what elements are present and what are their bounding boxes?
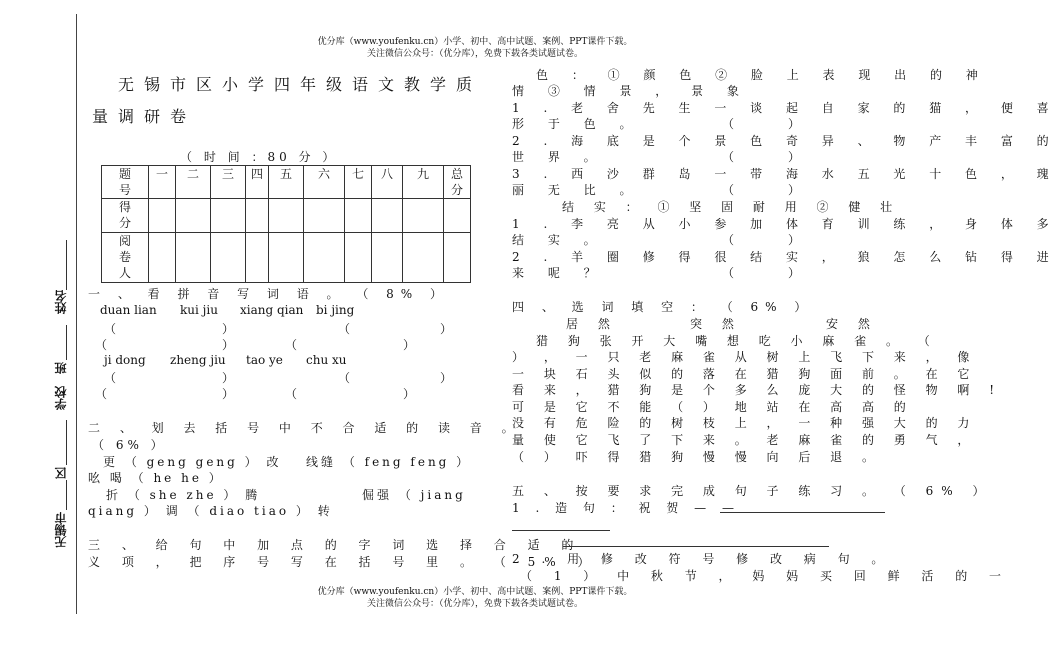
row-label: 阅 卷 人 [102,233,149,283]
answer-bracket[interactable]: （ [285,387,298,401]
answer-bracket[interactable]: ） [222,322,235,336]
header-cell: 四 [246,166,269,199]
passage-line[interactable]: 可 是 它 不 能 （ ） 地 站 在 高 高 的 [512,400,914,414]
answer-bracket[interactable]: （ [722,117,735,131]
question-line: 2 . 羊 圈 修 得 很 结 实 ， 狼 怎 么 钻 得 进 [512,250,1059,264]
answer-bracket[interactable]: ） [222,338,235,352]
question-line: 形 于 色 。 [512,117,642,131]
score-cell[interactable] [246,233,269,283]
answer-bracket[interactable]: ） [403,387,416,401]
section-5-title: 五 、 按 要 求 完 成 句 子 练 习 。 （ 6% ） [512,484,993,498]
sentence-task: （ 1 ） 中 秋 节 ， 妈 妈 买 回 鲜 活 的 一 [520,569,1011,583]
binding-line [76,14,77,614]
pinyin: duan lian [100,303,157,317]
answer-bracket[interactable]: ） [788,117,801,131]
answer-line[interactable] [563,546,829,547]
question-line: 结 实 。 [512,233,606,247]
pinyin: chu xu [306,353,347,367]
answer-bracket[interactable]: （ [95,338,108,352]
pinyin: zheng jiu [170,353,226,367]
pinyin: bi jing [316,303,355,317]
answer-bracket[interactable]: （ [722,150,735,164]
answer-line[interactable] [512,530,610,531]
passage-line[interactable]: （ ） 吓 得 猎 狗 慢 慢 向 后 退 。 [512,450,882,464]
header-cell: 九 [403,166,444,199]
answer-bracket[interactable]: （ [338,371,351,385]
score-cell[interactable] [269,233,304,283]
section-2-score: （ 6% ） [92,438,167,452]
definition-line: 情 ③ 情 景 ， 景 象 [512,84,749,98]
score-cell[interactable] [149,233,176,283]
passage-line: 猎 狗 张 开 大 嘴 想 吃 小 麻 雀 。 （ [536,334,938,348]
answer-bracket[interactable]: ） [222,371,235,385]
answer-bracket[interactable]: （ [722,233,735,247]
answer-bracket[interactable]: （ [104,371,117,385]
answer-bracket[interactable]: ） [222,387,235,401]
header-cell: 三 [211,166,246,199]
passage-line: ） ， 一 只 老 麻 雀 从 树 上 飞 下 来 ， 像 [512,350,978,364]
score-cell[interactable] [211,233,246,283]
passage-line: 一 块 石 头 似 的 落 在 猎 狗 面 前 。 在 它 [512,367,978,381]
answer-bracket[interactable]: ） [440,371,453,385]
watermark-bottom-line1: 优分库（www.youfenku.cn）小学、初中、高中试题、案例、PPT课件下载。 [317,587,633,597]
question-line: 3 . 西 沙 群 岛 一 带 海 水 五 光 十 色 ， 瑰 [512,167,1059,181]
score-cell[interactable] [176,233,211,283]
score-cell[interactable] [345,199,372,233]
side-label-school: 学校 [54,386,68,410]
score-cell[interactable] [444,199,471,233]
reading-item[interactable]: 折 （ she zhe ） 腾 [106,488,261,502]
header-cell: 八 [372,166,403,199]
score-cell[interactable] [403,233,444,283]
question-line: 1 . 老 舍 先 生 一 谈 起 自 家 的 猫 ， 便 喜 [512,101,1059,115]
reading-item[interactable]: qiang ） 调 （ diao tiao ） 转 [88,504,333,518]
word-option: 安 然 [826,317,878,331]
watermark-top-line1: 优分库（www.youfenku.cn）小学、初中、高中试题、案例、PPT课件下载。 [317,37,633,47]
score-cell[interactable] [372,199,403,233]
answer-bracket[interactable]: （ [95,387,108,401]
definition-line: 结 实 ： ① 坚 固 耐 用 ② 健 壮 [562,200,901,214]
passage-line: 量 使 它 飞 了 下 来 。 老 麻 雀 的 勇 气 ， [512,433,978,447]
question-line: 2 . 海 底 是 个 景 色 奇 异 、 物 产 丰 富 的 [512,134,1059,148]
side-underline [66,325,67,360]
watermark-top-line2: 关注微信公众号：（优分库），免费下载各类试题试卷。 [366,49,583,59]
answer-bracket[interactable]: ） [403,338,416,352]
header-cell: 题 号 [102,166,149,199]
side-label-city: 无锡市 [54,512,68,548]
header-cell: 二 [176,166,211,199]
section-1-title: 一 、 看 拼 音 写 词 语 。 （ 8% ） [88,287,449,301]
passage-line: 看 来 ， 猎 狗 是 个 多 么 庞 大 的 怪 物 啊 ! [512,383,1003,397]
question-line: 世 界 。 [512,150,606,164]
header-cell: 总 分 [444,166,471,199]
section-3-title-cont: 义 项 ， 把 序 号 写 在 括 号 里 。 （ 5% ） [88,555,599,569]
pinyin: ji dong [104,353,146,367]
exam-time: （ 时 间 ：80 分 ） [180,150,339,164]
side-underline [66,480,67,510]
answer-bracket[interactable]: ） [788,233,801,247]
header-cell: 七 [345,166,372,199]
header-cell: 一 [149,166,176,199]
section-3-title: 三 、 给 句 中 加 点 的 字 词 选 择 合 适 的 [88,538,583,552]
answer-bracket[interactable]: （ [104,322,117,336]
question-line: 1 . 李 亮 从 小 参 加 体 育 训 练 ， 身 体 多 [512,217,1059,231]
page-title-cont: 量调研卷 [92,107,197,126]
reading-item[interactable]: 倔强 （ jiang [362,488,466,502]
word-option: 居 然 [566,317,618,331]
reading-item[interactable]: 更 （ geng geng ） 改 [103,455,282,469]
section-2-title: 二 、 划 去 括 号 中 不 合 适 的 读 音 。 [88,421,522,435]
passage-line: 没 有 危 险 的 树 枝 上 ， 一 种 强 大 的 力 [512,416,978,430]
score-cell[interactable] [304,233,345,283]
sentence-task: 2 . 用 修 改 符 号 修 改 病 句 。 [512,552,893,566]
answer-bracket[interactable]: ） [788,266,801,280]
sentence-task: 1 . 造 句 ： 祝 贺 — — [512,501,740,515]
score-cell[interactable] [176,199,211,233]
side-label-district: 区 [54,467,68,479]
side-label-name: 姓名 [54,290,68,314]
score-cell[interactable] [211,199,246,233]
score-cell[interactable] [345,233,372,283]
score-cell[interactable] [372,233,403,283]
header-cell: 六 [304,166,345,199]
definition-line: 色 ： ① 颜 色 ② 脸 上 表 现 出 的 神 [536,68,988,82]
question-line: 来 呢 ？ [512,266,606,280]
reading-item[interactable]: 线缝 （ feng feng ） [306,455,472,469]
answer-bracket[interactable]: ） [788,183,801,197]
score-cell[interactable] [269,199,304,233]
answer-bracket[interactable]: （ [285,338,298,352]
side-label-class: 班 [54,362,68,374]
watermark-bottom-line2: 关注微信公众号：（优分库），免费下载各类试题试卷。 [366,599,583,609]
word-option: 突 然 [690,317,742,331]
pinyin: xiang qian [240,303,304,317]
section-4-title: 四 、 选 词 填 空 ： （ 6% ） [512,300,814,314]
answer-bracket[interactable]: （ [722,183,735,197]
pinyin: tao ye [246,353,283,367]
row-label: 得 分 [102,199,149,233]
score-cell[interactable] [403,199,444,233]
pinyin: kui jiu [180,303,218,317]
answer-bracket[interactable]: ） [788,150,801,164]
side-underline [66,420,67,465]
answer-bracket[interactable]: ） [440,322,453,336]
answer-line[interactable] [720,512,885,513]
side-underline [66,240,67,290]
header-cell: 五 [269,166,304,199]
reading-item[interactable]: 吆 喝 （ he he ） [88,471,224,485]
score-table [101,165,471,283]
answer-bracket[interactable]: （ [338,322,351,336]
score-cell[interactable] [304,199,345,233]
page-title: 无锡市区小学四年级语文教学质 [118,75,483,94]
score-cell[interactable] [149,199,176,233]
question-line: 丽 无 比 。 [512,183,642,197]
score-cell[interactable] [444,233,471,283]
answer-bracket[interactable]: （ [722,266,735,280]
score-cell[interactable] [246,199,269,233]
